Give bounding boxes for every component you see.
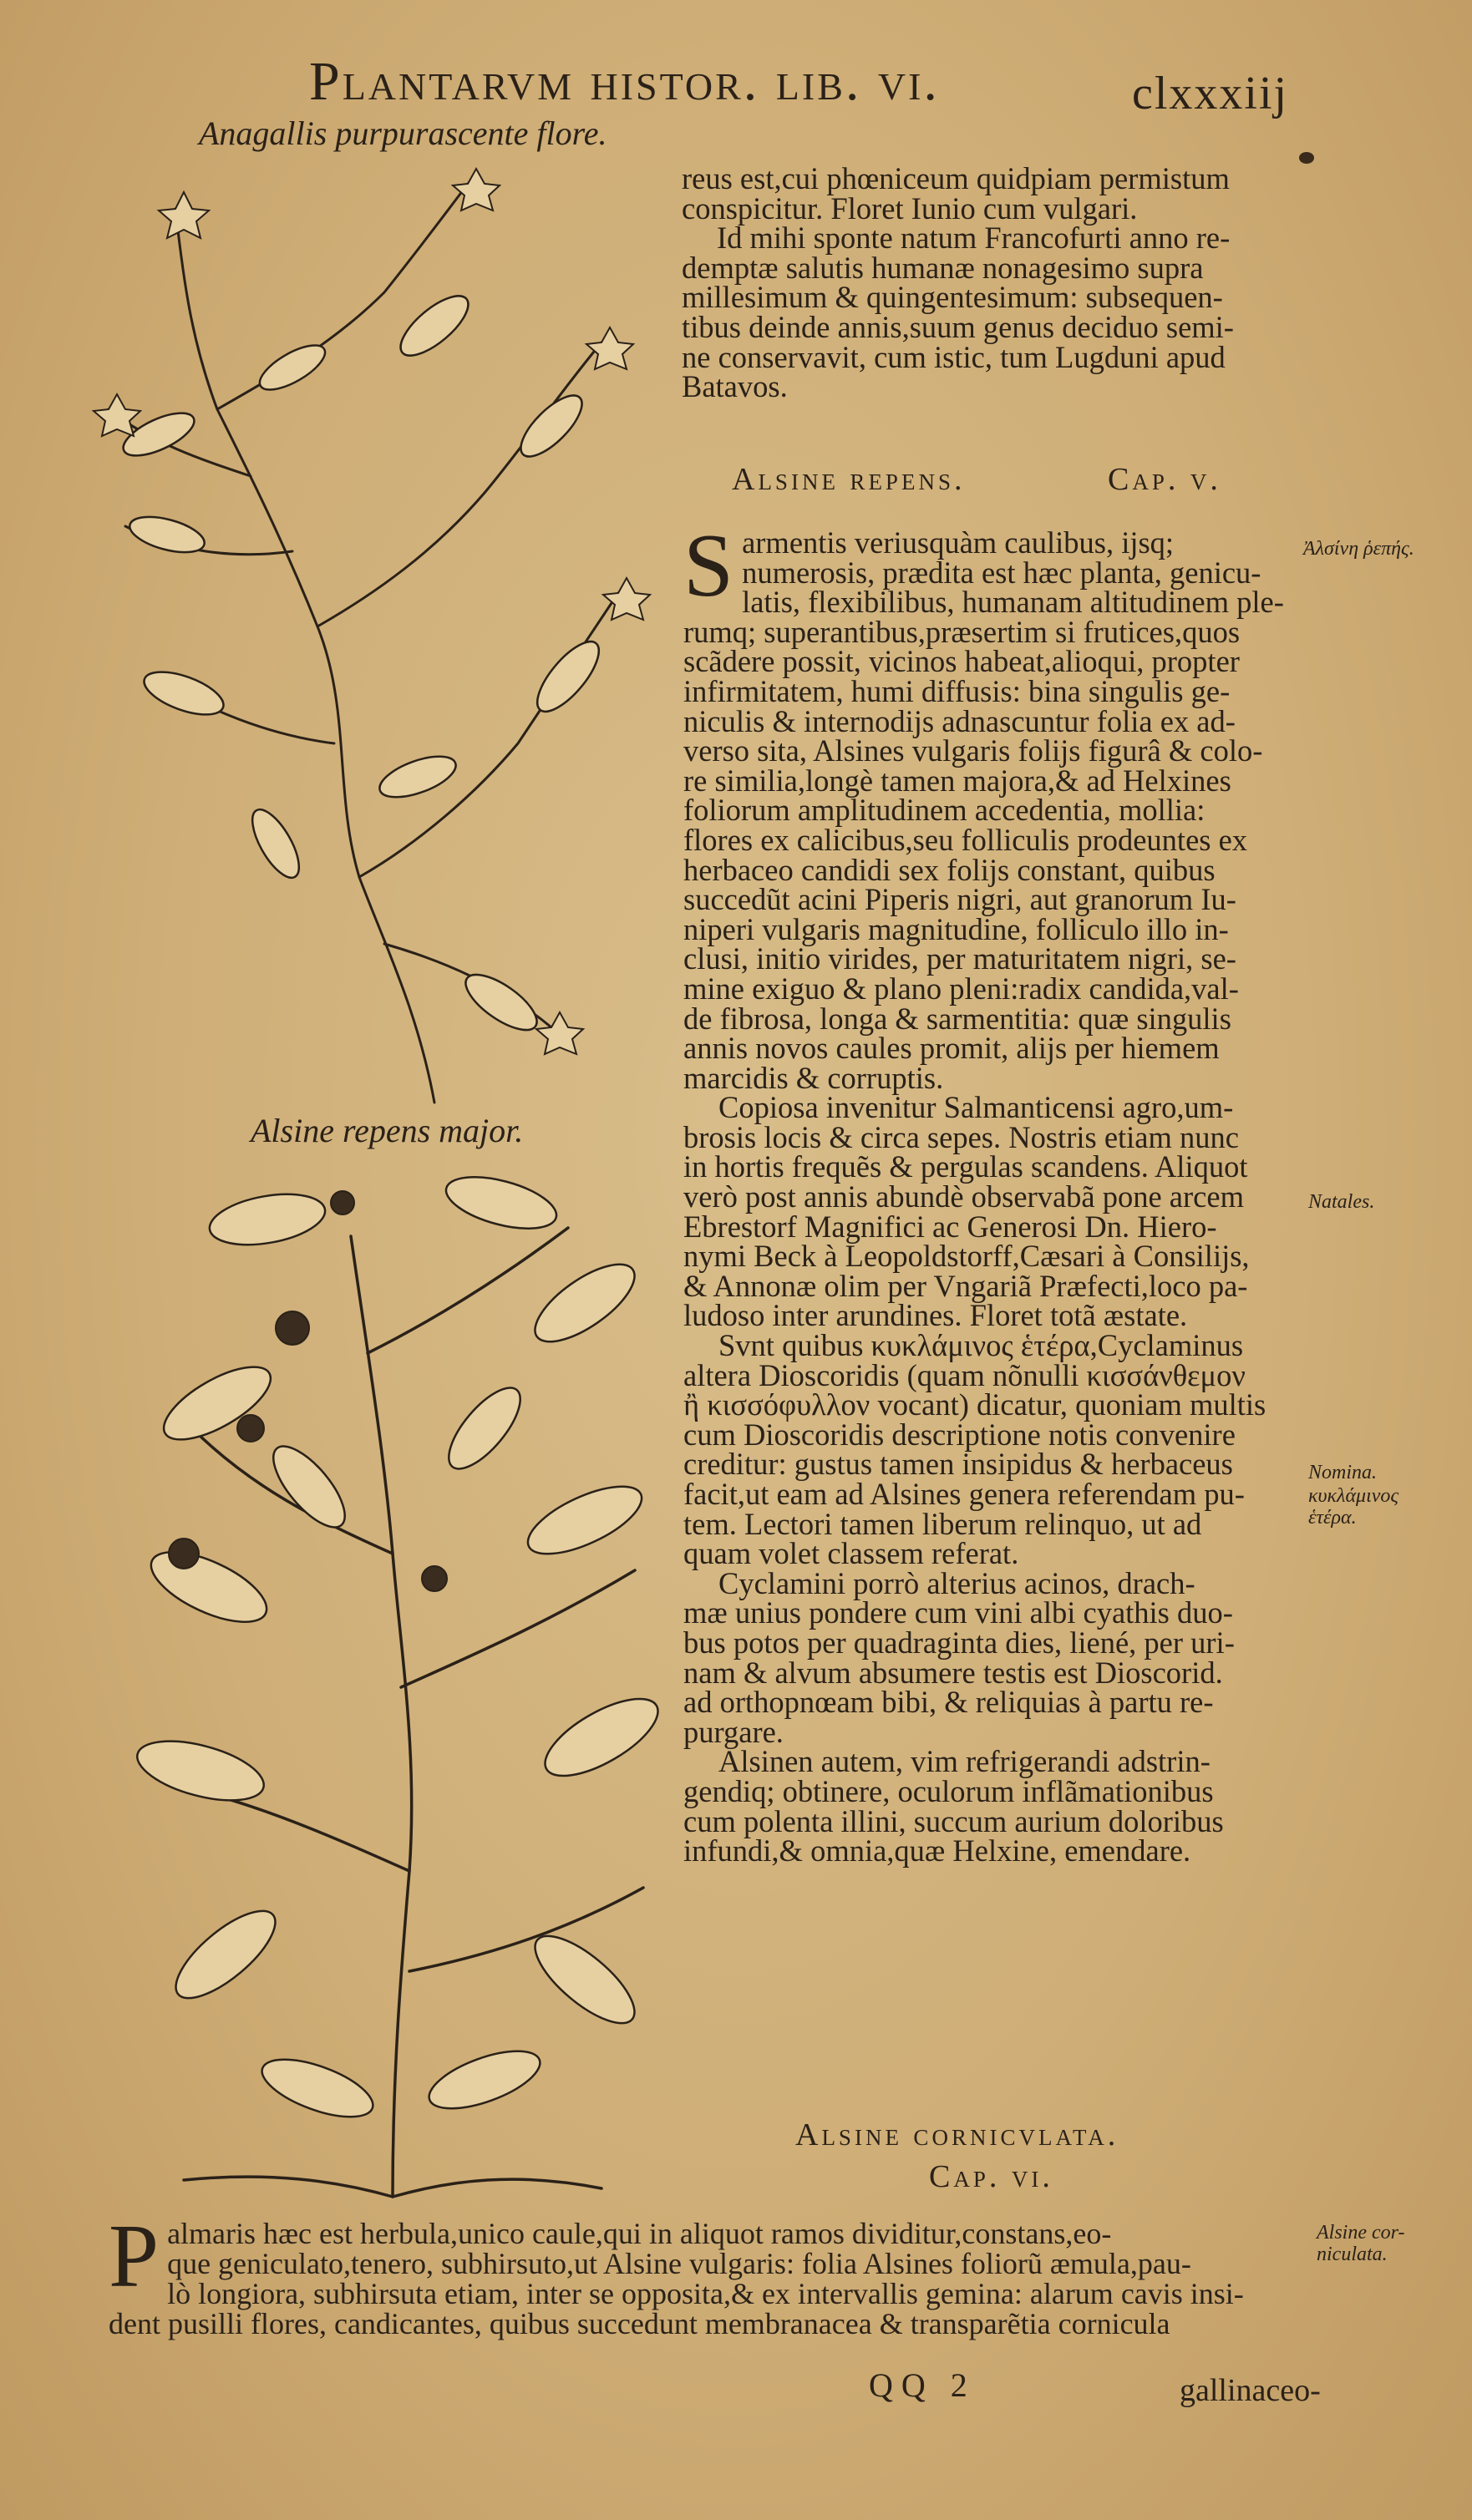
text-line: facit,ut eam ad Alsines genera referendam pu- (683, 1477, 1245, 1511)
text-line: quam volet classem referat. (683, 1536, 1019, 1571)
text-line: altera Dioscoridis (quam nõnulli κισσάνθεμον (683, 1357, 1246, 1392)
text-line: clusi, initio virides, per maturitatem nigri, se- (683, 941, 1236, 976)
text-line: demptæ salutis humanæ nonagesimo supra (682, 250, 1204, 285)
text-line: lò longiora, subhirsuta etiam, inter se opposita,& ex intervallis gemina: alarum cavis insi- (167, 2277, 1244, 2310)
text-line: infundi,& omnia,quæ Helxine, emendare. (683, 1833, 1191, 1868)
text-line: ad orthopnœam bibi, & reliquias à partu re- (683, 1685, 1214, 1720)
text-line: que geniculato,tenero, subhirsuto,ut Alsine vulgaris: folia Alsines foliorũ æmula,pau- (167, 2247, 1191, 2280)
text-line: Alsinen autem, vim refrigerandi adstrin- (718, 1744, 1211, 1779)
figure-caption-middle: Alsine repens major. (251, 1112, 524, 1149)
margin-note-natales: Natales. (1308, 1191, 1375, 1213)
woodcut-alsine-repens (117, 1153, 685, 2205)
margin-note-nomina: Nomina. (1308, 1462, 1378, 1483)
ink-stain (1299, 152, 1314, 164)
top-column-text (682, 161, 1300, 404)
text-line: tibus deinde annis,suum genus deciduo semi- (682, 309, 1234, 344)
margin-note-nomina-greek: κυκλάμινος ἑτέρα. (1308, 1485, 1399, 1529)
woodcut-anagallis-drawing (84, 159, 668, 1111)
text-line: cum Dioscoridis descriptione notis convenire (683, 1417, 1236, 1452)
running-title: Plantarvm histor. lib. vi. (309, 51, 940, 112)
text-line: de fibrosa, longa & sarmentitia: quæ singulis (683, 1001, 1231, 1036)
text-line: numerosis, prædita est hæc planta, genicu- (742, 555, 1261, 590)
chapter5-number: Cap. v. (1108, 462, 1221, 497)
text-line: millesimum & quingentesimum: subsequen- (682, 280, 1223, 315)
text-line: niperi vulgaris magnitudine, folliculo illo in- (683, 911, 1229, 946)
catchword: gallinaceo- (1180, 2373, 1321, 2408)
drop-cap: S (683, 516, 734, 616)
text-line: bus potos per quadraginta dies, liené, per uri- (683, 1625, 1235, 1660)
drop-cap: P (109, 2207, 160, 2306)
text-line: dent pusilli flores, candicantes, quibus succedunt membranacea & transparẽtia cornicula (109, 2307, 1170, 2340)
text-line: herbaceo candidi sex folijs constant, quibus (683, 852, 1216, 887)
text-line: ludoso inter arundines. Floret totã æstate. (683, 1298, 1188, 1333)
text-line: purgare. (683, 1714, 784, 1749)
chapter6-number: Cap. vi. (929, 2159, 1053, 2194)
text-line: annis novos caules promit, alijs per hiemem (683, 1031, 1220, 1066)
chapter5-text (683, 516, 1302, 1868)
text-line: gendiq; obtinere, oculorum inflãmationibus (683, 1773, 1214, 1808)
text-line: succedũt acini Piperis nigri, aut granorum Iu- (683, 882, 1236, 917)
text-line: brosis locis & circa sepes. Nostris etiam nunc (683, 1119, 1239, 1154)
text-line: Ebrestorf Magnifici ac Generosi Dn. Hiero- (683, 1209, 1217, 1244)
text-line: scãdere possit, vicinos habeat,alioqui, propter (683, 644, 1240, 679)
text-line: Id mihi sponte natum Francofurti anno re- (717, 221, 1231, 256)
text-line: flores ex calicibus,seu folliculis prodeuntes ex (683, 822, 1248, 857)
signature-mark: QQ 2 (869, 2366, 976, 2404)
text-line: rumq; superantibus,præsertim si frutices,quos (683, 614, 1241, 649)
text-line: foliorum amplitudinem accedentia, mollia: (683, 793, 1206, 828)
text-line: reus est,cui phœniceum quidpiam permistum (682, 161, 1230, 195)
text-line: marcidis & corruptis. (683, 1060, 944, 1095)
text-line: creditur: gustus tamen insipidus & herbaceus (683, 1447, 1233, 1482)
text-line: verò post annis abundè observabã pone arcem (683, 1179, 1244, 1214)
text-line: latis, flexibilibus, humanam altitudinem ple- (742, 585, 1284, 620)
text-line: ἢ κισσόφυλλον vocant) dicatur, quoniam multis (683, 1387, 1266, 1422)
text-line: ne conservavit, cum istic, tum Lugduni apud (682, 339, 1226, 374)
chapter5-title: Alsine repens. (732, 462, 966, 497)
margin-note-cornic: Alsine cor-niculata. (1317, 2222, 1405, 2265)
text-line: in hortis frequẽs & pergulas scandens. Aliquot (683, 1149, 1248, 1184)
text-line: & Annonæ olim per Vngariã Præfecti,loco pa- (683, 1268, 1248, 1303)
text-line: cum polenta illini, succum aurium doloribus (683, 1803, 1224, 1838)
text-line: mæ unius pondere cum vini albi cyathis duo- (683, 1595, 1233, 1630)
text-line: nam & alvum absumere testis est Dioscorid. (683, 1655, 1223, 1690)
text-line: re similia,longè tamen majora,& ad Helxines (683, 763, 1231, 798)
chapter6-title: Alsine cornicvlata. (795, 2117, 1119, 2152)
woodcut-alsine-drawing (117, 1153, 685, 2205)
text-line: conspicitur. Floret Iunio cum vulgari. (682, 190, 1138, 226)
text-line: Cyclamini porrò alterius acinos, drach- (718, 1565, 1195, 1600)
text-line: Svnt quibus κυκλάμινος ἑτέρα,Cyclaminus (718, 1328, 1244, 1363)
text-line: niculis & internodijs adnascuntur folia ex ad- (683, 703, 1236, 738)
chapter6-text (109, 2207, 1312, 2340)
text-line: nymi Beck à Leopoldstorff,Cæsari à Consilijs, (683, 1239, 1250, 1274)
folio-number: clxxxiij (1132, 68, 1289, 119)
figure-caption-top: Anagallis purpurascente flore. (199, 114, 607, 152)
text-line: Copiosa invenitur Salmanticensi agro,um- (718, 1090, 1234, 1125)
text-line: armentis veriusquàm caulibus, ijsq; (742, 525, 1175, 560)
text-line: infirmitatem, humi diffusis: bina singulis ge- (683, 673, 1231, 708)
text-line: mine exiguo & plano pleni:radix candida,val- (683, 971, 1239, 1006)
text-line: tem. Lectori tamen liberum relinquo, ut ad (683, 1506, 1202, 1541)
text-line: almaris hæc est herbula,unico caule,qui in aliquot ramos dividitur,constans,eo- (167, 2217, 1112, 2250)
woodcut-anagallis (84, 159, 668, 1111)
text-line: verso sita, Alsines vulgaris folijs figurâ & colo- (683, 733, 1263, 768)
text-line: Batavos. (682, 369, 788, 404)
margin-note-name: Ἀλσίνη ῥεπής. (1303, 538, 1414, 560)
